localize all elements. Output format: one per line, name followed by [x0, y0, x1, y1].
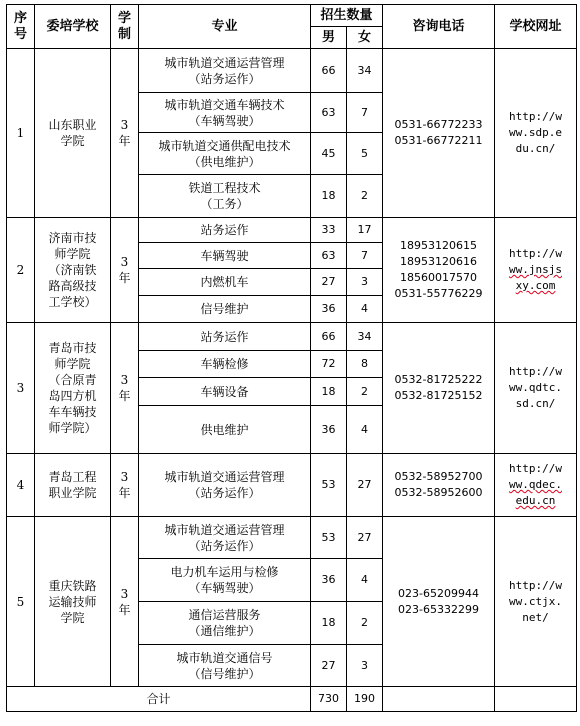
- website-cell[interactable]: [495, 517, 577, 687]
- female-count: 8: [347, 351, 383, 378]
- header-female: 女: [347, 27, 383, 49]
- website-part: net/: [522, 610, 549, 624]
- school-cell: 青岛工程 职业学院: [35, 454, 111, 517]
- major-cell: 供电维护: [139, 406, 311, 454]
- duration-cell: 3 年: [111, 323, 139, 454]
- total-female: 190: [347, 687, 383, 712]
- male-count: 45: [311, 133, 347, 175]
- male-count: 27: [311, 645, 347, 687]
- male-count: 36: [311, 559, 347, 602]
- male-count: 18: [311, 602, 347, 645]
- website-part: http://w: [509, 365, 562, 378]
- female-count: 2: [347, 378, 383, 406]
- website-cell[interactable]: [495, 323, 577, 454]
- website-part: ww.sdp.e: [509, 126, 562, 139]
- website-cell[interactable]: [495, 454, 577, 517]
- website-cell[interactable]: [495, 49, 577, 218]
- school-cell: 济南市技 师学院 （济南铁 路高级技 工学校）: [35, 218, 111, 323]
- header-phone: 咨询电话: [383, 5, 495, 49]
- table-row: [7, 517, 577, 559]
- website-part: http://w: [509, 247, 562, 260]
- website-part: ww.qdec.: [509, 478, 562, 491]
- female-count: 7: [347, 243, 383, 269]
- female-count: 2: [347, 602, 383, 645]
- female-count: 5: [347, 133, 383, 175]
- major-cell: 铁道工程技术 （工务）: [139, 175, 311, 218]
- duration-cell: 3 年: [111, 454, 139, 517]
- female-count: 3: [347, 645, 383, 687]
- header-enrollment: 招生数量: [311, 5, 383, 27]
- header-school: 委培学校: [35, 5, 111, 49]
- table-row: [7, 323, 577, 351]
- header-male: 男: [311, 27, 347, 49]
- seq-cell: 3: [7, 323, 35, 454]
- major-cell: 信号维护: [139, 296, 311, 323]
- school-cell: 青岛市技 师学院 （合原青 岛四方机 车车辆技 师学院）: [35, 323, 111, 454]
- female-count: 27: [347, 517, 383, 559]
- seq-cell: 5: [7, 517, 35, 687]
- female-count: 2: [347, 175, 383, 218]
- major-cell: 车辆设备: [139, 378, 311, 406]
- empty-cell: [495, 687, 577, 712]
- female-count: 4: [347, 406, 383, 454]
- school-cell: 重庆铁路 运输技师 学院: [35, 517, 111, 687]
- major-cell: 城市轨道交通供配电技术 （供电维护）: [139, 133, 311, 175]
- female-count: 34: [347, 49, 383, 93]
- major-cell: 城市轨道交通车辆技术 （车辆驾驶）: [139, 93, 311, 133]
- header-website: 学校网址: [495, 5, 577, 49]
- male-count: 63: [311, 243, 347, 269]
- header-duration: 学 制: [111, 5, 139, 49]
- header-seq: 序 号: [7, 5, 35, 49]
- male-count: 72: [311, 351, 347, 378]
- website-part: sd.cn/: [515, 397, 556, 410]
- male-count: 18: [311, 378, 347, 406]
- male-count: 63: [311, 93, 347, 133]
- male-count: 36: [311, 406, 347, 454]
- male-count: 66: [311, 323, 347, 351]
- table-row: [7, 49, 577, 93]
- total-male: 730: [311, 687, 347, 712]
- website-part: du.cn/: [515, 142, 556, 155]
- website-cell[interactable]: [495, 218, 577, 323]
- school-cell: 山东职业 学院: [35, 49, 111, 218]
- phone-cell: 0532-58952700 0532-58952600: [383, 454, 495, 517]
- major-cell: 电力机车运用与检修 （车辆驾驶）: [139, 559, 311, 602]
- empty-cell: [383, 687, 495, 712]
- seq-cell: 4: [7, 454, 35, 517]
- major-cell: 通信运营服务 （通信维护）: [139, 602, 311, 645]
- total-row: [7, 687, 577, 712]
- duration-cell: 3 年: [111, 49, 139, 218]
- male-count: 36: [311, 296, 347, 323]
- website-part: xy.com: [515, 279, 556, 292]
- male-count: 53: [311, 517, 347, 559]
- male-count: 33: [311, 218, 347, 243]
- website-part: ww.jnsjs: [509, 263, 562, 276]
- website-part: http://w: [509, 110, 562, 123]
- website-part: http://w: [509, 578, 562, 592]
- duration-cell: 3 年: [111, 517, 139, 687]
- major-cell: 车辆检修: [139, 351, 311, 378]
- male-count: 27: [311, 269, 347, 296]
- major-cell: 站务运作: [139, 218, 311, 243]
- phone-cell: 0531-66772233 0531-66772211: [383, 49, 495, 218]
- major-cell: 城市轨道交通运营管理 （站务运作）: [139, 49, 311, 93]
- phone-cell: 023-65209944 023-65332299: [383, 517, 495, 687]
- table-row: [7, 218, 577, 243]
- major-cell: 内燃机车: [139, 269, 311, 296]
- major-cell: 城市轨道交通运营管理 （站务运作）: [139, 517, 311, 559]
- phone-cell: 0532-81725222 0532-81725152: [383, 323, 495, 454]
- major-cell: 城市轨道交通运营管理 （站务运作）: [139, 454, 311, 517]
- female-count: 3: [347, 269, 383, 296]
- female-count: 34: [347, 323, 383, 351]
- website-part: ww.qdtc.: [509, 381, 562, 394]
- male-count: 66: [311, 49, 347, 93]
- male-count: 53: [311, 454, 347, 517]
- female-count: 7: [347, 93, 383, 133]
- phone-cell: 18953120615 18953120616 18560017570 0531-55776229: [383, 218, 495, 323]
- website-part: ww.ctjx.: [509, 594, 562, 608]
- enrollment-table: [6, 4, 577, 712]
- table-row: [7, 454, 577, 517]
- female-count: 27: [347, 454, 383, 517]
- major-cell: 站务运作: [139, 323, 311, 351]
- major-cell: 车辆驾驶: [139, 243, 311, 269]
- website-part: edu.cn: [515, 494, 556, 507]
- female-count: 4: [347, 296, 383, 323]
- duration-cell: 3 年: [111, 218, 139, 323]
- total-label: 合计: [7, 687, 311, 712]
- header-major: 专业: [139, 5, 311, 49]
- website-part: http://w: [509, 462, 562, 475]
- seq-cell: 1: [7, 49, 35, 218]
- female-count: 17: [347, 218, 383, 243]
- male-count: 18: [311, 175, 347, 218]
- seq-cell: 2: [7, 218, 35, 323]
- major-cell: 城市轨道交通信号 （信号维护）: [139, 645, 311, 687]
- female-count: 4: [347, 559, 383, 602]
